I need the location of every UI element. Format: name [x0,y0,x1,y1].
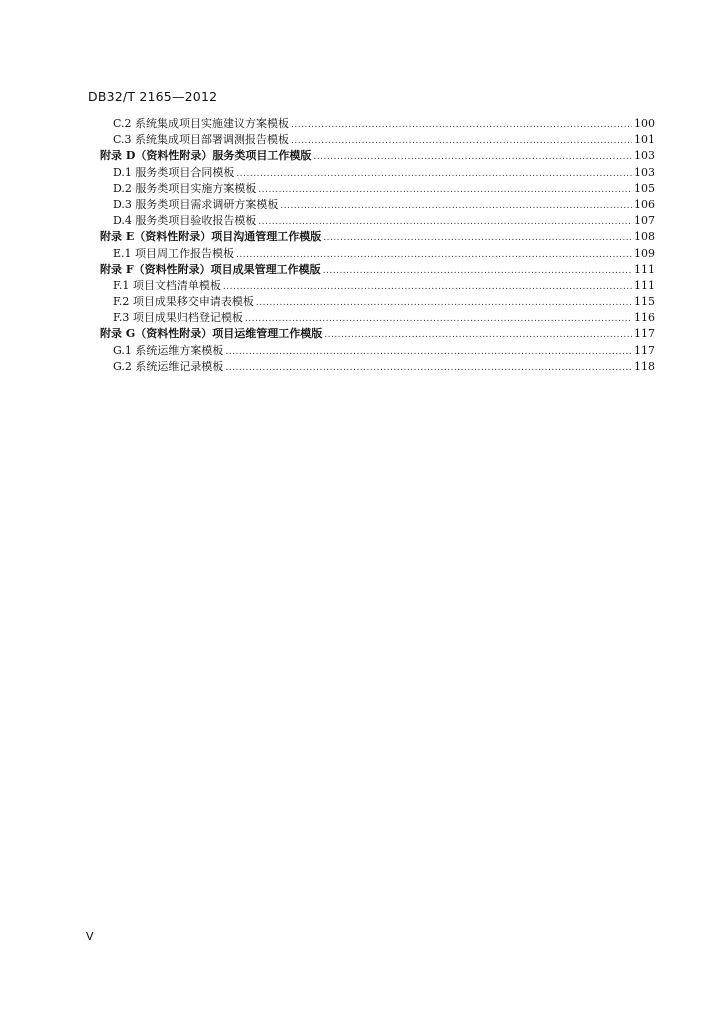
toc-entry-page: 117 [634,327,655,341]
toc-entry-appendix-d[interactable] [100,148,655,164]
toc-entry-e1[interactable] [100,246,655,262]
toc-leader-dots [324,327,632,343]
toc-entry-title: 附录 G（资料性附录）项目运维管理工作模版 [100,327,323,341]
page-number: V [86,930,94,943]
toc-leader-dots [258,182,632,198]
toc-leader-dots [225,360,632,376]
toc-entry-page: 117 [634,343,655,357]
toc-entry-page: 103 [634,165,655,179]
toc-leader-dots [280,198,632,214]
toc-entry-f3[interactable] [100,310,655,326]
toc-entry-title: 附录 D（资料性附录）服务类项目工作模版 [100,149,312,163]
toc-entry-f1[interactable] [100,278,655,294]
toc-entry-c3[interactable] [100,132,655,148]
toc-entry-page: 107 [634,214,655,228]
toc-entry-title: 附录 E（资料性附录）项目沟通管理工作模版 [100,230,322,244]
toc-entry-appendix-e[interactable] [100,229,655,245]
toc-entry-title: D.2 服务类项目实施方案模板 [113,181,257,195]
toc-entry-d4[interactable] [100,213,655,229]
toc-leader-dots [323,263,632,279]
toc-entry-d2[interactable] [100,181,655,197]
toc-entry-page: 111 [634,262,655,276]
toc-entry-appendix-g[interactable] [100,326,655,342]
toc-entry-page: 109 [634,246,655,260]
toc-entry-d3[interactable] [100,197,655,213]
toc-entry-page: 100 [634,117,655,130]
toc-leader-dots [323,230,632,246]
toc-entry-title: G.2 系统运维记录模板 [113,359,224,373]
toc-leader-dots [245,311,632,327]
toc-entry-title: 附录 F（资料性附录）项目成果管理工作模版 [100,262,321,276]
table-of-contents [100,116,655,375]
toc-entry-page: 101 [634,133,655,147]
toc-entry-page: 108 [634,230,655,244]
toc-leader-dots [223,279,632,295]
toc-entry-title: F.2 项目成果移交申请表模板 [113,295,254,309]
toc-entry-page: 116 [634,311,655,325]
toc-entry-page: 115 [634,295,655,309]
toc-entry-g1[interactable] [100,343,655,359]
toc-entry-title: D.4 服务类项目验收报告模板 [113,214,257,228]
toc-entry-appendix-f[interactable] [100,262,655,278]
toc-entry-f2[interactable] [100,294,655,310]
toc-entry-d1[interactable] [100,165,655,181]
toc-entry-title: E.1 项目周工作报告模板 [113,246,235,260]
toc-entry-title: D.3 服务类项目需求调研方案模板 [113,197,279,211]
toc-entry-title: D.1 服务类项目合同模板 [113,165,235,179]
toc-leader-dots [291,133,632,149]
toc-leader-dots [236,166,632,182]
toc-entry-page: 105 [634,181,655,195]
toc-entry-page: 106 [634,197,655,211]
toc-entry-title: F.3 项目成果归档登记模板 [113,311,243,325]
toc-entry-title: C.3 系统集成项目部署调测报告模板 [113,133,290,147]
toc-entry-c2[interactable] [100,116,655,132]
toc-leader-dots [225,344,632,360]
toc-entry-page: 103 [634,149,655,163]
document-header: DB32/T 2165—2012 [88,89,218,104]
toc-leader-dots [258,214,632,230]
toc-leader-dots [236,247,632,263]
toc-entry-title: F.1 项目文档清单模板 [113,278,221,292]
toc-entry-page: 111 [634,278,655,292]
toc-entry-title: C.2 系统集成项目实施建议方案模板 [113,117,290,130]
toc-entry-g2[interactable] [100,359,655,375]
toc-leader-dots [256,295,632,311]
toc-leader-dots [313,149,632,165]
toc-entry-title: G.1 系统运维方案模板 [113,343,224,357]
toc-entry-page: 118 [634,359,655,373]
toc-leader-dots [291,117,632,133]
